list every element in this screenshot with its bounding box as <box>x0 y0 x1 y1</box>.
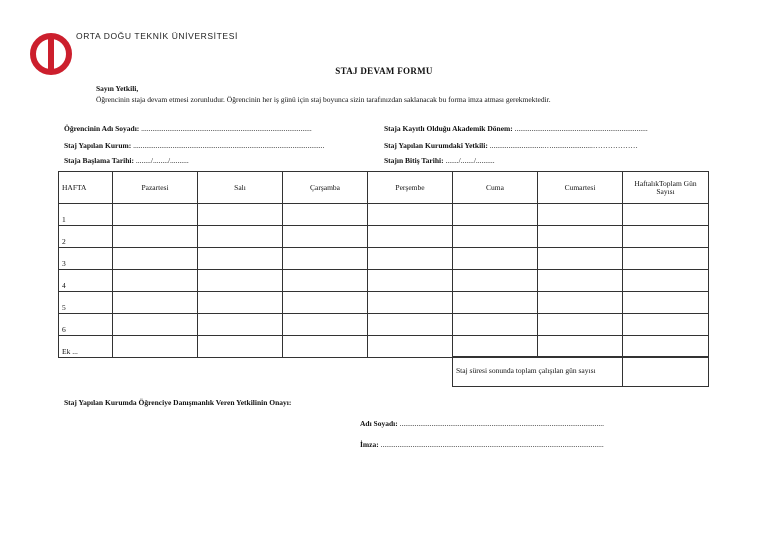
salutation: Sayın Yetkili, <box>96 84 139 93</box>
attendance-cell[interactable] <box>538 292 623 314</box>
table-row <box>59 314 709 336</box>
attendance-cell[interactable] <box>538 248 623 270</box>
student-name-value: ........................................................................................... <box>139 124 312 133</box>
institution-officer-value: .............................…......................……………… <box>487 141 638 150</box>
week-label: 6 <box>59 314 113 336</box>
start-date-label: Staja Başlama Tarihi: <box>64 156 135 165</box>
attendance-cell[interactable] <box>198 248 283 270</box>
attendance-cell[interactable] <box>113 226 198 248</box>
approver-signature-label: İmza: <box>360 440 379 449</box>
approver-signature-value: ....................................................................................................................... <box>378 440 604 449</box>
column-header-saturday: Cumartesi <box>538 172 623 204</box>
attendance-cell[interactable] <box>283 336 368 358</box>
attendance-cell[interactable] <box>538 314 623 336</box>
attendance-cell[interactable] <box>198 336 283 358</box>
attendance-cell[interactable] <box>453 248 538 270</box>
attendance-cell[interactable] <box>623 270 709 292</box>
attendance-cell[interactable] <box>453 336 538 358</box>
column-header-thursday: Perşembe <box>368 172 453 204</box>
attendance-cell[interactable] <box>198 270 283 292</box>
attendance-cell[interactable] <box>368 314 453 336</box>
academic-term-value: ....................................................................... <box>512 124 648 133</box>
attendance-cell[interactable] <box>198 314 283 336</box>
attendance-cell[interactable] <box>538 204 623 226</box>
table-row <box>59 226 709 248</box>
institution-officer-label: Staj Yapılan Kurumdaki Yetkili: <box>384 141 488 150</box>
academic-term-field[interactable] <box>384 124 648 133</box>
institution-officer-field[interactable] <box>384 141 638 150</box>
week-label: 1 <box>59 204 113 226</box>
attendance-cell[interactable] <box>113 336 198 358</box>
start-date-field[interactable] <box>64 156 189 165</box>
attendance-cell[interactable] <box>453 204 538 226</box>
attendance-cell[interactable] <box>538 270 623 292</box>
attendance-cell[interactable] <box>538 226 623 248</box>
table-row <box>59 292 709 314</box>
column-header-tuesday: Salı <box>198 172 283 204</box>
form-title: STAJ DEVAM FORMU <box>335 66 433 76</box>
week-label: 4 <box>59 270 113 292</box>
column-header-friday: Cuma <box>453 172 538 204</box>
attendance-cell[interactable] <box>283 270 368 292</box>
attendance-cell[interactable] <box>453 226 538 248</box>
approver-name-field[interactable] <box>360 419 604 428</box>
institution-label: Staj Yapılan Kurum: <box>64 141 132 150</box>
attendance-cell[interactable] <box>623 248 709 270</box>
attendance-cell[interactable] <box>368 226 453 248</box>
attendance-cell[interactable] <box>368 270 453 292</box>
attendance-cell[interactable] <box>113 314 198 336</box>
approver-signature-field[interactable] <box>360 440 604 449</box>
attendance-cell[interactable] <box>283 248 368 270</box>
total-days-cell[interactable] <box>623 357 709 387</box>
approval-title: Staj Yapılan Kurumda Öğrenciye Danışmanlık Veren Yetkilinin Onayı: <box>64 398 292 407</box>
attendance-cell[interactable] <box>623 314 709 336</box>
attendance-cell[interactable] <box>113 292 198 314</box>
table-row <box>59 248 709 270</box>
end-date-value: ......./......./.......... <box>443 156 495 165</box>
column-header-wednesday: Çarşamba <box>283 172 368 204</box>
institution-value: ...................................................................................................... <box>131 141 325 150</box>
attendance-cell[interactable] <box>113 270 198 292</box>
attendance-cell[interactable] <box>623 226 709 248</box>
attendance-cell[interactable] <box>453 270 538 292</box>
column-header-week: HAFTA <box>59 172 113 204</box>
week-label: 2 <box>59 226 113 248</box>
total-days-label: Staj süresi sonunda toplam çalışılan gün sayısı <box>453 357 623 387</box>
table-row <box>59 336 709 358</box>
column-header-monday: Pazartesi <box>113 172 198 204</box>
start-date-value: ......../......../.......... <box>134 156 189 165</box>
attendance-cell[interactable] <box>623 292 709 314</box>
column-header-weekly-total: HaftalıkToplam Gün Sayısı <box>623 172 709 204</box>
attendance-cell[interactable] <box>283 292 368 314</box>
academic-term-label: Staja Kayıtlı Olduğu Akademik Dönem: <box>384 124 513 133</box>
table-row <box>59 270 709 292</box>
attendance-cell[interactable] <box>283 226 368 248</box>
attendance-cell[interactable] <box>368 204 453 226</box>
total-days-table <box>452 356 709 387</box>
attendance-cell[interactable] <box>453 314 538 336</box>
attendance-cell[interactable] <box>623 336 709 358</box>
approver-name-value: ............................................................................................................. <box>397 419 604 428</box>
week-label: Ek ... <box>59 336 113 358</box>
end-date-label: Stajın Bitiş Tarihi: <box>384 156 444 165</box>
week-label: 5 <box>59 292 113 314</box>
attendance-cell[interactable] <box>368 336 453 358</box>
attendance-cell[interactable] <box>283 204 368 226</box>
attendance-cell[interactable] <box>538 336 623 358</box>
end-date-field[interactable] <box>384 156 495 165</box>
attendance-table <box>58 171 709 358</box>
attendance-cell[interactable] <box>453 292 538 314</box>
attendance-cell[interactable] <box>283 314 368 336</box>
student-name-label: Öğrencinin Adı Soyadı: <box>64 124 140 133</box>
total-days-row <box>453 357 709 387</box>
university-name: ORTA DOĞU TEKNİK ÜNİVERSİTESİ <box>76 31 238 41</box>
approver-name-label: Adı Soyadı: <box>360 419 398 428</box>
attendance-cell[interactable] <box>113 204 198 226</box>
attendance-cell[interactable] <box>198 226 283 248</box>
student-name-field[interactable] <box>64 124 312 133</box>
attendance-cell[interactable] <box>113 248 198 270</box>
attendance-cell[interactable] <box>623 204 709 226</box>
attendance-cell[interactable] <box>368 292 453 314</box>
attendance-cell[interactable] <box>368 248 453 270</box>
table-header-row <box>59 172 709 204</box>
institution-field[interactable] <box>64 141 324 150</box>
attendance-cell[interactable] <box>198 204 283 226</box>
week-label: 3 <box>59 248 113 270</box>
table-row <box>59 204 709 226</box>
instruction-text: Öğrencinin staja devam etmesi zorunludur. Öğrencinin her iş günü için staj boyunca sizin tarafınızdan saklanacak bu forma imza atması gerekmektedir. <box>96 95 551 104</box>
attendance-cell[interactable] <box>198 292 283 314</box>
